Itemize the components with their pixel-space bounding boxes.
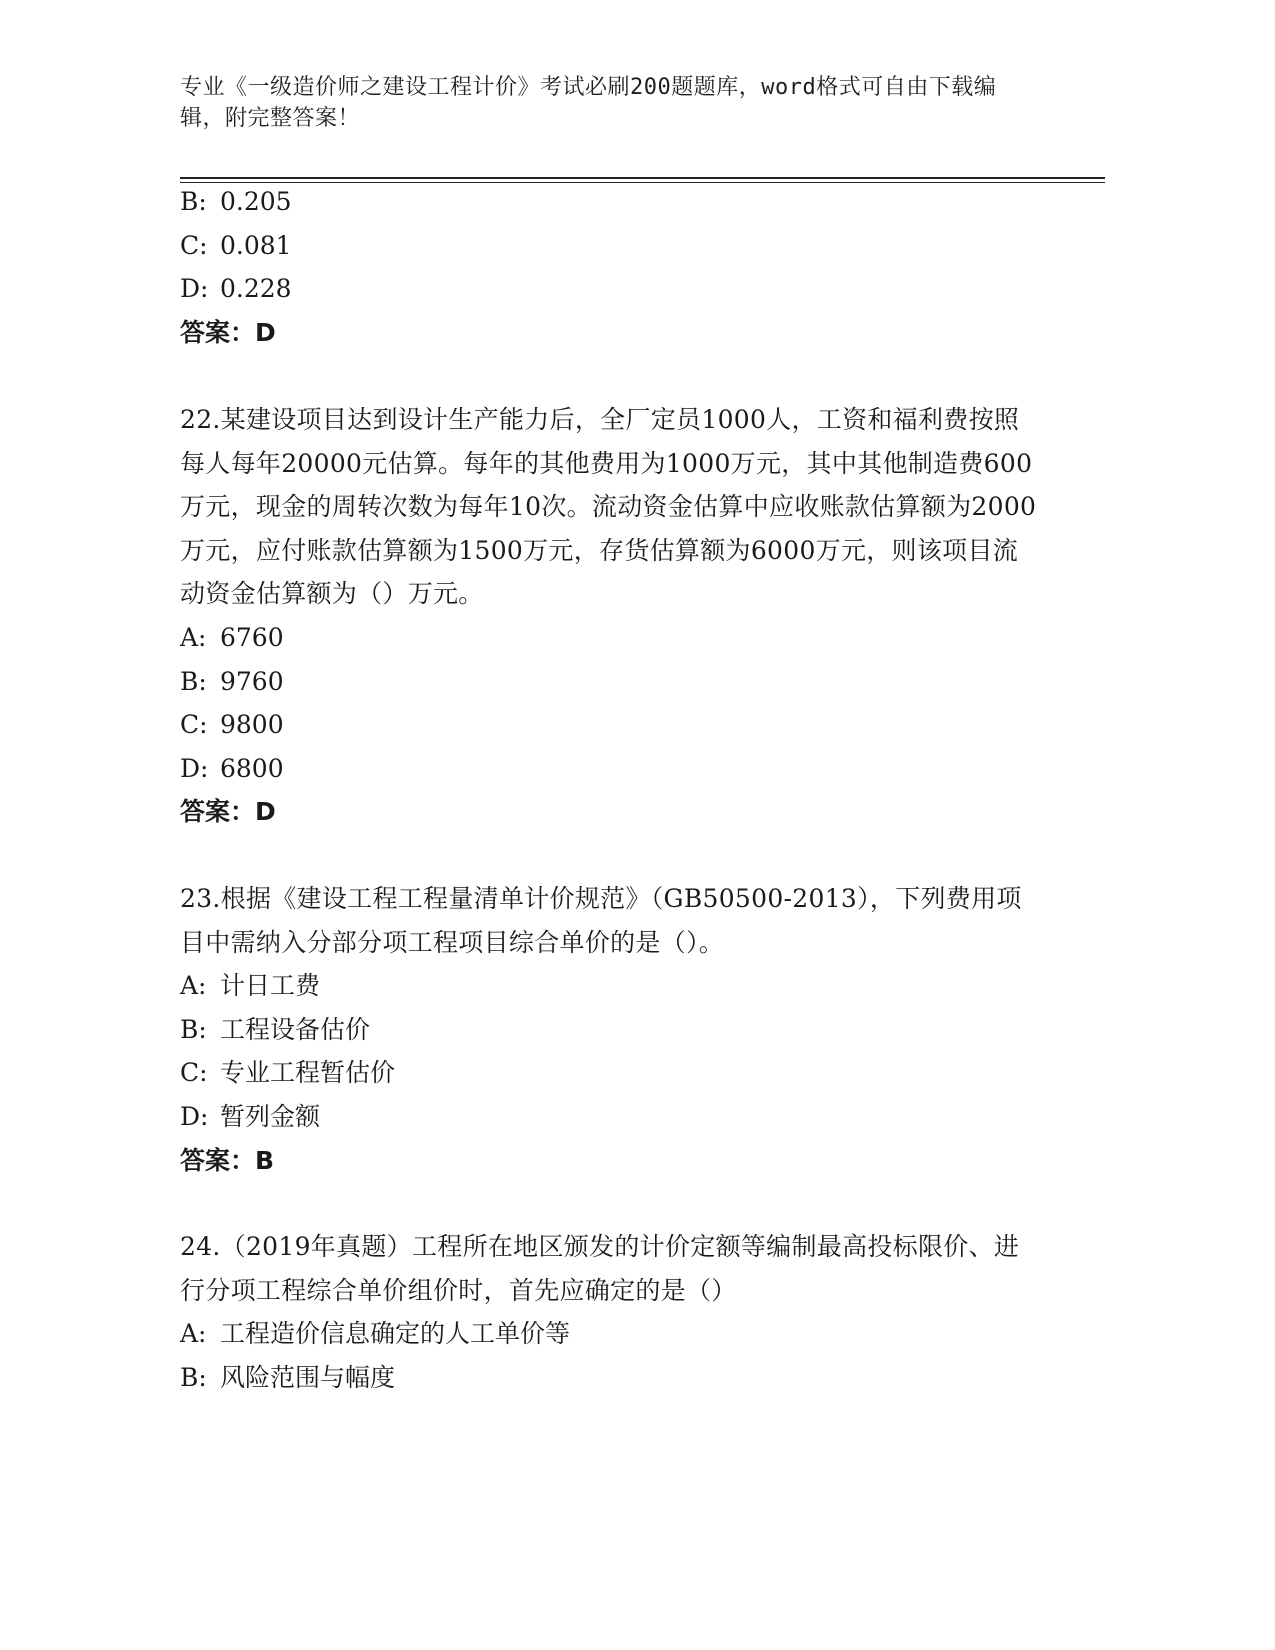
q23-option-d [180,1102,320,1132]
option-key: C: [180,1058,208,1087]
prev-option-b [180,187,292,217]
option-key: B: [180,1015,207,1044]
option-key: D: [180,274,209,303]
q23-answer: 答案：B [180,1146,275,1175]
q23-option-b [180,1015,370,1045]
option-text: 风险范围与幅度 [220,1363,396,1392]
prev-option-d [180,274,292,304]
question-22-text: 22.某建设项目达到设计生产能力后，全厂定员1000人，工资和福利费按照每人每年20000元估算。每年的其他费用为1000万元，其中其他制造费600万元，现金的周转次数为每年10次。流动资金估算中应收账款估算额为2000万元，应付账款估算额为1500万元，存货估算额为6000万元，则该项目流动资金估算额为（）万元。 [180,405,1037,609]
option-text: 工程造价信息确定的人工单价等 [220,1319,571,1348]
prev-option-c [180,231,292,261]
option-text: 0.205 [220,187,292,216]
document-header: 专业《一级造价师之建设工程计价》考试必刷200题题库，word格式可自由下载编辑，附完整答案！ [180,75,997,131]
option-text: 专业工程暂估价 [220,1058,396,1087]
q22-option-b [180,667,284,697]
q23-option-c [180,1058,395,1088]
q24-option-b [180,1363,395,1393]
option-text: 6760 [220,623,284,652]
q22-option-a [180,623,284,653]
option-key: A: [180,1319,207,1348]
option-key: A: [180,971,207,1000]
q22-option-c [180,710,284,740]
option-key: B: [180,667,207,696]
option-key: B: [180,187,207,216]
option-text: 工程设备估价 [220,1015,371,1044]
option-text: 0.081 [220,231,292,260]
option-text: 9800 [220,710,284,739]
option-key: B: [180,1363,207,1392]
q22-option-d [180,754,284,784]
option-key: D: [180,754,209,783]
option-text: 6800 [220,754,284,783]
question-24-text: 24.（2019年真题）工程所在地区颁发的计价定额等编制最高投标限价、进行分项工程综合单价组价时，首先应确定的是（） [180,1232,1020,1305]
prev-answer: 答案：D [180,318,276,347]
header-divider-thick [180,177,1105,179]
option-key: C: [180,710,208,739]
option-key: C: [180,231,208,260]
question-23-text: 23.根据《建设工程工程量清单计价规范》（GB50500-2013），下列费用项目中需纳入分部分项工程项目综合单价的是（）。 [180,884,1022,957]
q24-option-a [180,1319,570,1349]
option-text: 暂列金额 [220,1102,321,1131]
option-key: A: [180,623,207,652]
option-key: D: [180,1102,209,1131]
q22-answer: 答案：D [180,797,276,826]
q23-option-a [180,971,320,1001]
option-text: 0.228 [220,274,292,303]
header-divider-thin [180,182,1105,183]
option-text: 9760 [220,667,284,696]
option-text: 计日工费 [220,971,321,1000]
